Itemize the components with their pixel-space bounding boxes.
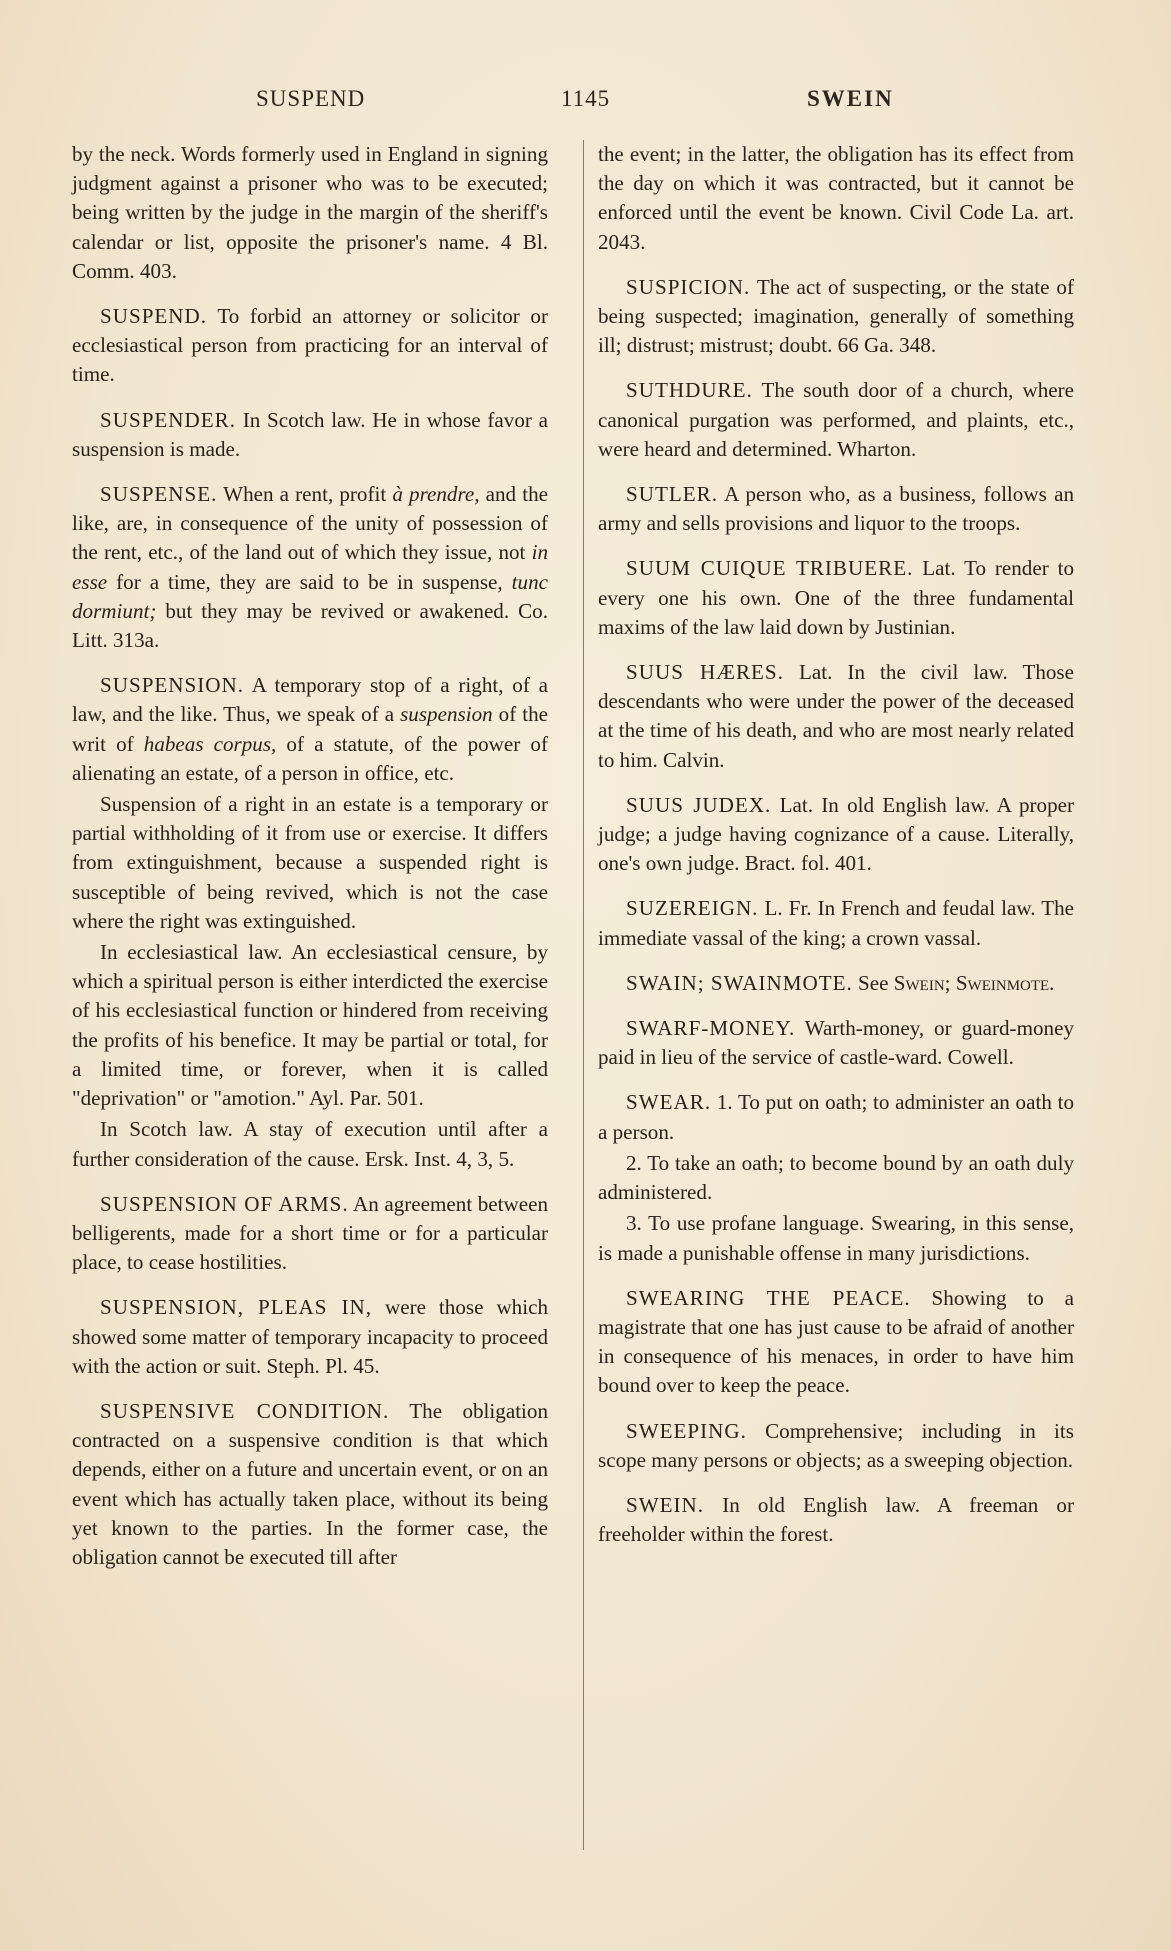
entry-suthdure: SUTHDURE. The south door of a church, where canonical purgation was performed, and plaints, etc., were heard and determined. Wharton. — [598, 378, 1074, 461]
entry-suspender: SUSPENDER. In Scotch law. He in whose favor a suspension is made. — [72, 407, 548, 461]
headword: SWEARING THE PEACE. — [626, 1285, 911, 1310]
headword: SWARF-MONEY. — [626, 1016, 796, 1041]
entry-swear: SWEAR. 1. To put on oath; to administer an oath to a person. — [598, 1090, 1074, 1144]
left-column — [72, 140, 548, 1588]
headword: SUUM CUIQUE TRIBUERE. — [626, 556, 914, 581]
headword: SUSPENDER. — [100, 407, 237, 432]
running-head — [0, 86, 1171, 116]
headword: SUUS HÆRES. — [626, 660, 784, 685]
entry-suspensive-condition: SUSPENSIVE CONDITION. The obligation contracted on a suspensive condition is that which depends, either on a future and uncertain event, or on an event which has actually taken place, without its being yet known to the parties. In the former case, the obligation cannot be executed till after — [72, 1398, 549, 1569]
headword: SUSPENSE. — [100, 482, 218, 507]
headword: SUTLER. — [626, 482, 718, 507]
entry-sutler: SUTLER. A person who, as a business, follows an army and sells provisions and liquor to the troops. — [598, 482, 1074, 536]
headword: SUZEREIGN. — [626, 896, 759, 921]
entry-suum-cuique-tribuere: SUUM CUIQUE TRIBUERE. Lat. To render to every one his own. One of the three fundamental maxims of the law laid down by Justinian. — [598, 556, 1074, 639]
entry-continuation: the event; in the latter, the obligation has its effect from the day on which it was contracted, but it cannot be enforced until the event be known. Civil Code La. art. 2043. — [598, 142, 1074, 254]
headword: SUUS JUDEX. — [626, 792, 772, 817]
entry-swarf-money: SWARF-MONEY. Warth-money, or guard-money paid in lieu of the service of castle-ward. Cowell. — [598, 1016, 1074, 1070]
headword: SUSPEND. — [100, 304, 208, 329]
entry-suspension-scotch: In Scotch law. A stay of execution until after a further consideration of the cause. Ersk. Inst. 4, 3, 5. — [72, 1117, 548, 1171]
headword: SUSPICION. — [626, 274, 751, 299]
entry-sweeping: SWEEPING. Comprehensive; including in its scope many persons or objects; as a sweeping objection. — [598, 1418, 1074, 1472]
entry-suspension-pleas-in: SUSPENSION, PLEAS IN, were those which showed some matter of temporary incapacity to proceed with the action or suit. Steph. Pl. 45. — [72, 1295, 548, 1378]
cross-reference: Sweinmote. — [955, 970, 1055, 995]
column-divider — [583, 140, 584, 1850]
entry-suspend: SUSPEND. To forbid an attorney or solicitor or ecclesiastical person from practicing for an interval of time. — [72, 304, 548, 387]
entry-suspension-of-arms: SUSPENSION OF ARMS. An agreement between belligerents, made for a short time or for a particular place, to cease hostilities. — [72, 1191, 548, 1275]
headword: SUSPENSION, PLEAS IN, — [100, 1295, 372, 1320]
entry-suspension-ecclesiastical: In ecclesiastical law. An ecclesiastical censure, by which a spiritual person is either interdicted the exercise of his ecclesiastical function or hindered from receiving the profits of his benefice. It may be partial or total, for a limited time, or forever, when it is called "deprivation" or "amotion." Ayl. Par. 501. — [72, 940, 548, 1111]
header-left-guide-word: SUSPEND — [256, 86, 366, 111]
entry-suspension: SUSPENSION. A temporary stop of a right, of a law, and the like. Thus, we speak of a suspension of the writ of habeas corpus, of a statute, of the power of alienating an estate, of a person in office, etc. — [72, 673, 549, 785]
headword: SUTHDURE. — [626, 378, 753, 403]
entry-suspense: SUSPENSE. When a rent, profit à prendre, and the like, are, in consequence of the unity of possession of the rent, etc., of the land out of which they issue, not in esse for a time, they are said to be in suspense, tunc dormiunt; but they may be revived or awakened. Co. Litt. 313a. — [72, 482, 548, 653]
headword: SWAIN; SWAINMOTE. — [626, 970, 853, 995]
headword: SWEEPING. — [626, 1418, 747, 1443]
page-number: 1145 — [561, 86, 611, 111]
cross-reference: Swein; — [893, 970, 951, 995]
headword: SUSPENSIVE CONDITION. — [100, 1398, 390, 1423]
entry-swear-sense-2: 2. To take an oath; to become bound by an oath duly administered. — [598, 1150, 1074, 1205]
headword: SUSPENSION. — [100, 673, 245, 698]
headword: SWEAR. — [626, 1090, 712, 1115]
entry-swein: SWEIN. In old English law. A freeman or freeholder within the forest. — [598, 1492, 1074, 1547]
entry-suus-judex: SUUS JUDEX. Lat. In old English law. A proper judge; a judge having cognizance of a cause. Literally, one's own judge. Bract. fol. 401. — [598, 792, 1074, 876]
entry-swain-swainmote: SWAIN; SWAINMOTE. See Swein; Sweinmote. — [626, 970, 1055, 995]
header-right-guide-word: SWEIN — [807, 86, 894, 111]
entry-suspicion: SUSPICION. The act of suspecting, or the state of being suspected; imagination, generally of something ill; distrust; mistrust; doubt. 66 Ga. 348. — [598, 274, 1074, 358]
entry-continuation: by the neck. Words formerly used in England in signing judgment against a prisoner who was to be executed; being written by the judge in the margin of the sheriff's calendar or list, opposite the prisoner's name. 4 Bl. Comm. 403. — [72, 142, 548, 283]
entry-swear-sense-3: 3. To use profane language. Swearing, in this sense, is made a punishable offense in many jurisdictions. — [598, 1211, 1074, 1265]
headword: SWEIN. — [626, 1492, 705, 1517]
headword: SUSPENSION OF ARMS. — [100, 1191, 349, 1216]
entry-swearing-the-peace: SWEARING THE PEACE. Showing to a magistrate that one has just cause to be afraid of another in consequence of his menaces, in order to have him bound over to keep the peace. — [598, 1285, 1074, 1398]
right-column — [598, 140, 1074, 1565]
entry-suspension-estate: Suspension of a right in an estate is a temporary or partial withholding of it from use or exercise. It differs from extinguishment, because a suspended right is susceptible of being revived, which is not the case where the right was extinguished. — [72, 792, 548, 933]
entry-suus-haeres: SUUS HÆRES. Lat. In the civil law. Those descendants who were under the power of the deceased at the time of his death, and who are most nearly related to him. Calvin. — [598, 660, 1074, 772]
entry-suzereign: SUZEREIGN. L. Fr. In French and feudal law. The immediate vassal of the king; a crown vassal. — [598, 896, 1074, 950]
